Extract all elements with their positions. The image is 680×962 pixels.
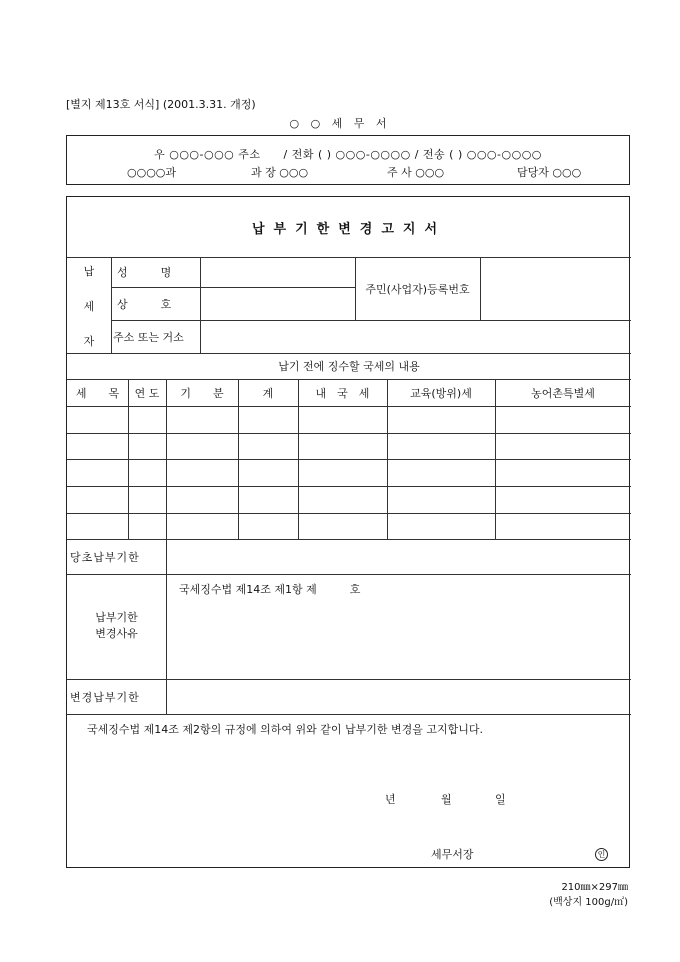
notice-form: [66, 196, 630, 868]
table-row: [67, 513, 631, 539]
department: ○○○○과: [127, 166, 177, 179]
taxpayer-label-char: 납: [83, 265, 95, 278]
date-month: 월: [441, 793, 452, 806]
date-day: 일: [495, 793, 506, 806]
form-note: [별지 제13호 서식] (2001.3.31. 개정): [66, 98, 256, 111]
original-due-value: [173, 539, 629, 574]
name-value: [205, 257, 353, 287]
changed-due-value: [173, 679, 629, 714]
paper-size: 210㎜×297㎜: [561, 882, 628, 893]
seal-icon: 인: [595, 848, 608, 861]
taxpayer-label-char: 자: [83, 335, 95, 348]
change-reason-label: 변경사유: [95, 627, 138, 640]
address-value: [205, 320, 629, 353]
signer-title: 세무서장: [431, 848, 474, 861]
paper-spec: (백상지 100g/㎡): [549, 897, 628, 908]
clerk: 주 사 ○○○: [387, 166, 445, 179]
address-label: 주소 또는 거소: [113, 330, 184, 344]
office-title: ○ ○ 세 무 서: [289, 117, 391, 130]
column-header: 교육(방위)세: [410, 386, 472, 400]
section-manager: 과 장 ○○○: [251, 166, 309, 179]
change-reason-label: 납부기한: [95, 611, 138, 624]
business-name-label: 상 호: [117, 297, 172, 311]
table-row: [67, 433, 631, 459]
notice-statement: 국세징수법 제14조 제2항의 규정에 의하여 위와 같이 납부기한 변경을 고지합니다.: [87, 723, 483, 736]
seal-mark: [595, 845, 611, 863]
table-row: [67, 486, 631, 513]
column-header: 농어촌특별세: [531, 386, 595, 400]
table-row: [67, 406, 631, 433]
change-reason-text: 국세징수법 제14조 제1항 제 호: [179, 583, 361, 596]
handler: 담당자 ○○○: [517, 166, 582, 179]
registration-number-value: [485, 257, 629, 320]
taxpayer-label-char: 세: [83, 300, 95, 313]
changed-due-label: 변경납부기한: [70, 690, 140, 704]
table-row: [67, 459, 631, 486]
business-name-value: [205, 287, 353, 320]
column-header: 세 목: [75, 386, 120, 400]
document-title: 납부기한변경고지서: [251, 221, 447, 237]
address-box: [66, 135, 630, 185]
column-header: 내 국 세: [315, 386, 370, 400]
registration-number-label: 주민(사업자)등록번호: [365, 282, 470, 296]
column-header: 계: [262, 386, 274, 400]
date-year: 년: [385, 793, 396, 806]
column-header: 기 분: [180, 386, 224, 400]
column-header: 연 도: [134, 386, 160, 400]
original-due-label: 당초납부기한: [70, 550, 140, 564]
name-label: 성 명: [117, 266, 172, 279]
tax-section-heading: 납기 전에 징수할 국세의 내용: [278, 360, 420, 373]
address-line: 우 ○○○-○○○ 주소 / 전화 ( ) ○○○-○○○○ / 전송 ( ) ○○○-○○○○: [154, 148, 542, 161]
